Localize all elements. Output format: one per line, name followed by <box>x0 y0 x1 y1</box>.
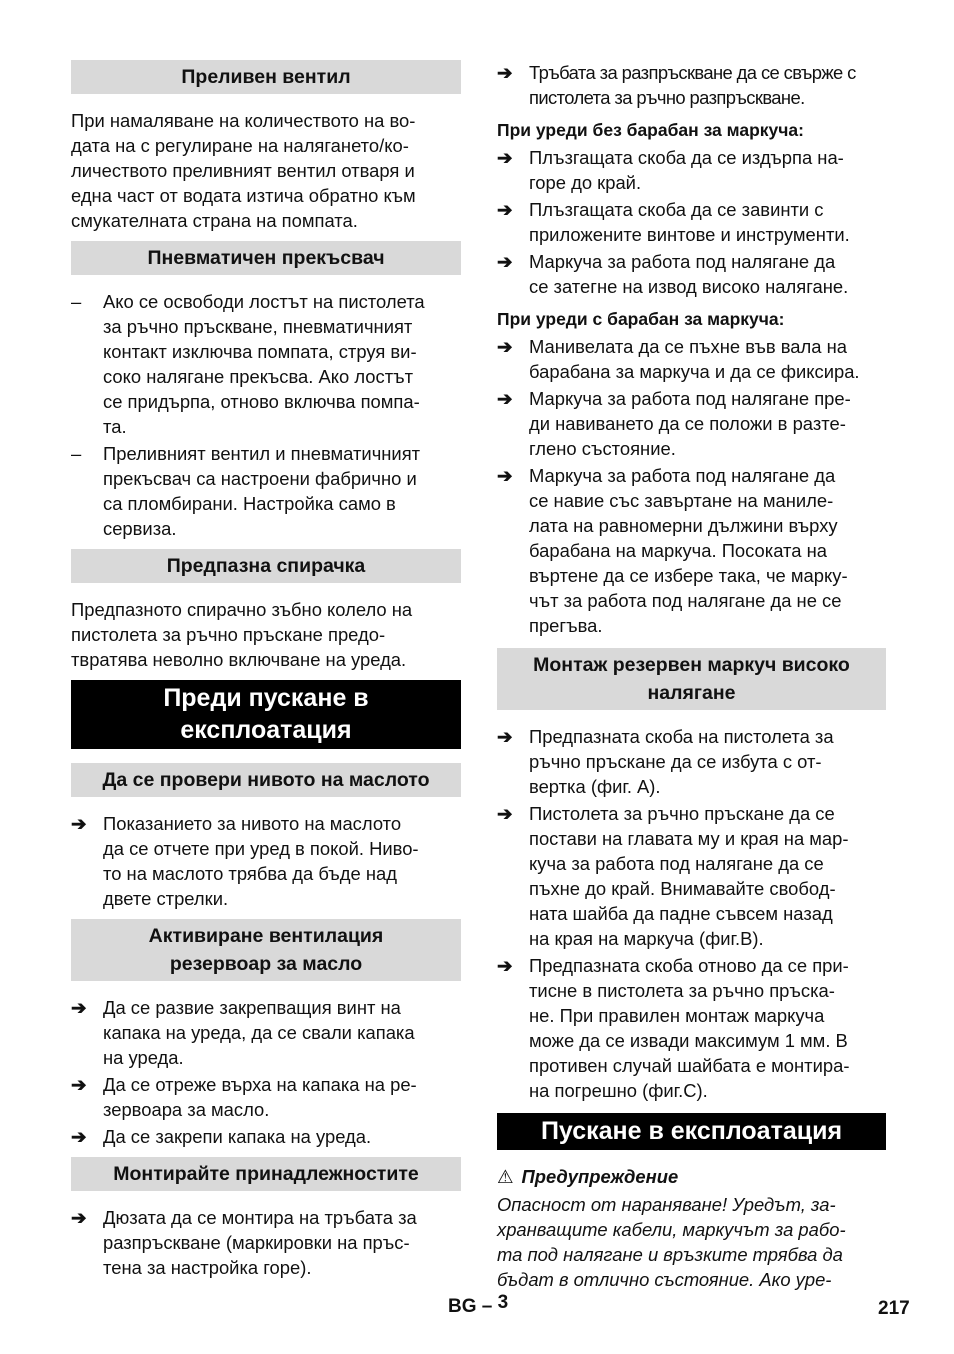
list-item <box>497 801 886 951</box>
text-line: пистолета за ръчно пръскане предо- <box>71 624 386 645</box>
text-line: въртене да се избере така, че марку- <box>529 565 848 586</box>
arrow-icon: ➔ <box>497 388 513 409</box>
text-line: Предпазното спирачно зъбно колело на <box>71 599 413 620</box>
arrow-icon: ➔ <box>497 336 513 357</box>
text-line: Ако се освободи лостът на пистолета <box>103 291 425 312</box>
arrow-icon: ➔ <box>497 147 513 168</box>
text-line: Предпазната скоба на пистолета за <box>529 726 834 747</box>
text-line: соко налягане прекъсва. Ако лостът <box>103 366 414 387</box>
text-line: глено състояние. <box>529 438 676 459</box>
warning-icon: ⚠ <box>497 1166 514 1187</box>
text-line: сервиза. <box>103 518 177 539</box>
list-item <box>71 1205 461 1280</box>
text-line: то на маслото трябва да бъде над <box>103 863 397 884</box>
text-line: горе до край. <box>529 172 642 193</box>
right-column <box>497 60 886 1292</box>
heading-overflow-valve: Преливен вентил <box>71 60 461 94</box>
text-line: зервоара за масло. <box>103 1099 270 1120</box>
text-line: Да се отреже върха на капака на ре- <box>103 1074 417 1095</box>
list-item <box>71 1072 461 1122</box>
text-line: Показанието за нивото на маслото <box>103 813 402 834</box>
list-item <box>71 811 461 911</box>
text-line: лата на равномерни дължини върху <box>529 515 838 536</box>
list-item <box>497 724 886 799</box>
list-item <box>497 386 886 461</box>
arrow-icon: ➔ <box>71 1207 87 1228</box>
list-item <box>497 463 886 638</box>
footer-sep: – <box>481 1296 493 1317</box>
text-line: разпръскване (маркировки на пръс- <box>103 1232 410 1253</box>
heading-before-start <box>71 680 461 749</box>
warning-heading <box>497 1164 886 1190</box>
list-item <box>71 441 461 541</box>
arrow-icon: ➔ <box>497 803 513 824</box>
text-line: вертка (фиг. А). <box>529 776 661 797</box>
arrow-icon: ➔ <box>71 813 87 834</box>
text-line: капака на уреда, да се свали капака <box>103 1022 415 1043</box>
text-line: се навие със завъртане на маниле- <box>529 490 834 511</box>
text-line: може да се извади максимум 1 мм. В <box>529 1030 848 1051</box>
text-line: чът за работа под налягане да не се <box>529 590 842 611</box>
heading-check-oil: Да се провери нивото на маслото <box>71 763 461 797</box>
footer-page-local: 3 <box>497 1292 509 1313</box>
subheading-with-drum: При уреди с барабан за маркуча: <box>497 309 785 329</box>
arrow-icon: ➔ <box>497 199 513 220</box>
left-column <box>71 60 461 1282</box>
text-line: контакт изключва помпата, струя ви- <box>103 341 417 362</box>
text-line: приложените винтове и инструменти. <box>529 224 850 245</box>
list-item <box>497 249 886 299</box>
text-line: на края на маркуча (фиг.В). <box>529 928 764 949</box>
text-line: Дюзата да се монтира на тръбата за <box>103 1207 417 1228</box>
text-line: куча за работа под налягане да се <box>529 853 824 874</box>
heading-spare-hose <box>497 648 886 710</box>
text-line: двете стрелки. <box>103 888 229 909</box>
text-line: да се отчете при уред в покой. Ниво- <box>103 838 419 859</box>
heading-start-up: Пускане в експлоатация <box>497 1113 886 1150</box>
text-line: за ръчно пръскване, пневматичният <box>103 316 413 337</box>
text-line: прегъва. <box>529 615 603 636</box>
text-line: една част от водата изтича обратно към <box>71 185 416 206</box>
heading-line: налягане <box>647 682 736 704</box>
text-line: дата на с регулиране на налягането/ко- <box>71 135 409 156</box>
arrow-icon: ➔ <box>71 1074 87 1095</box>
arrow-icon: ➔ <box>71 1126 87 1147</box>
text-line: ди навиването да се положи в разте- <box>529 413 846 434</box>
dash-bullet: – <box>71 291 82 312</box>
heading-line: Преди пускане в <box>163 684 369 712</box>
list-item <box>71 289 461 439</box>
arrow-icon: ➔ <box>497 62 512 83</box>
list-item <box>497 145 886 195</box>
text-line: се затегне на извод високо налягане. <box>529 276 849 297</box>
text-line: прекъсвач са настроени фабрично и <box>103 468 417 489</box>
text-line: бъдат в отлично състояние. Ако уре- <box>497 1269 832 1290</box>
subheading-no-drum: При уреди без барабан за маркуча: <box>497 120 804 140</box>
list-item <box>497 60 886 110</box>
text-line: на погрешно (фиг.С). <box>529 1080 708 1101</box>
list-item <box>71 1124 461 1149</box>
text-line: Манивелата да се пъхне във вала на <box>529 336 847 357</box>
text-line: Тръбата за разпръскване да се свърже с <box>529 62 856 83</box>
warning-text <box>497 1192 886 1292</box>
text-line: Плъзгащата скоба да се издърпа на- <box>529 147 844 168</box>
text-line: та. <box>103 416 127 437</box>
text-line: Преливният вентил и пневматичният <box>103 443 421 464</box>
dash-bullet: – <box>71 443 82 464</box>
text-line: не. При правилен монтаж маркуча <box>529 1005 825 1026</box>
text-line: та под налягане и връзките трябва да <box>497 1244 843 1265</box>
text-line: Маркуча за работа под налягане да <box>529 251 836 272</box>
text-line: барабана за маркуча и да се фиксира. <box>529 361 860 382</box>
text-line: Маркуча за работа под налягане да <box>529 465 836 486</box>
heading-line: Активиране вентилация <box>148 925 384 947</box>
arrow-icon: ➔ <box>497 726 513 747</box>
text-line: са пломбирани. Настройка само в <box>103 493 396 514</box>
text-line: на уреда. <box>103 1047 184 1068</box>
footer-lang: BG <box>448 1296 477 1317</box>
text-line: личеството преливният вентил отваря и <box>71 160 415 181</box>
text-line: Опасност от нараняване! Уредът, за- <box>497 1194 836 1215</box>
text-line: ръчно пръскане да се избута с от- <box>529 751 822 772</box>
text-line: ната шайба да падне съвсем назад <box>529 903 833 924</box>
text-line: Предпазната скоба отново да се при- <box>529 955 849 976</box>
list-item <box>497 334 886 384</box>
arrow-icon: ➔ <box>497 955 513 976</box>
warning-title: Предупреждение <box>521 1166 679 1187</box>
text-line: твратява неволно включване на уреда. <box>71 649 407 670</box>
arrow-icon: ➔ <box>71 997 87 1018</box>
heading-accessories: Монтирайте принадлежностите <box>71 1157 461 1191</box>
text-line: пъхне до край. Внимавайте свобод- <box>529 878 836 899</box>
arrow-icon: ➔ <box>497 251 513 272</box>
text-line: При намаляване на количеството на во- <box>71 110 416 131</box>
text-line: смукателната страна на помпата. <box>71 210 358 231</box>
footer-page-number: 217 <box>878 1298 910 1319</box>
heading-pneumatic-switch: Пневматичен прекъсвач <box>71 241 461 275</box>
heading-line: експлоатация <box>180 716 352 744</box>
heading-line: резервоар за масло <box>169 953 363 975</box>
text-line: пистолета за ръчно разпръскване. <box>529 87 805 108</box>
text-line: Да се закрепи капака на уреда. <box>103 1126 372 1147</box>
text-line: Да се развие закрепващия винт на <box>103 997 401 1018</box>
heading-line: Монтаж резервен маркуч високо <box>533 654 850 676</box>
heading-oil-vent <box>71 919 461 981</box>
list-item <box>497 197 886 247</box>
text-line: противен случай шайбата е монтира- <box>529 1055 850 1076</box>
arrow-icon: ➔ <box>497 465 513 486</box>
list-item <box>497 953 886 1103</box>
text-line: постави на главата му и края на мар- <box>529 828 849 849</box>
text-line: Пистолета за ръчно пръскане да се <box>529 803 835 824</box>
heading-safety-brake: Предпазна спирачка <box>71 549 461 583</box>
text-line: се придърпа, отново включва помпа- <box>103 391 420 412</box>
para-overflow-valve <box>71 108 461 233</box>
text-line: тена за настройка горе). <box>103 1257 312 1278</box>
para-safety-brake <box>71 597 461 672</box>
text-line: барабана на маркуча. Посоката на <box>529 540 827 561</box>
text-line: тисне в пистолета за ръчно пръска- <box>529 980 835 1001</box>
text-line: хранващите кабели, маркучът за рабо- <box>497 1219 846 1240</box>
footer-language-page <box>448 1292 509 1318</box>
list-item <box>71 995 461 1070</box>
text-line: Плъзгащата скоба да се завинти с <box>529 199 824 220</box>
text-line: Маркуча за работа под налягане пре- <box>529 388 851 409</box>
